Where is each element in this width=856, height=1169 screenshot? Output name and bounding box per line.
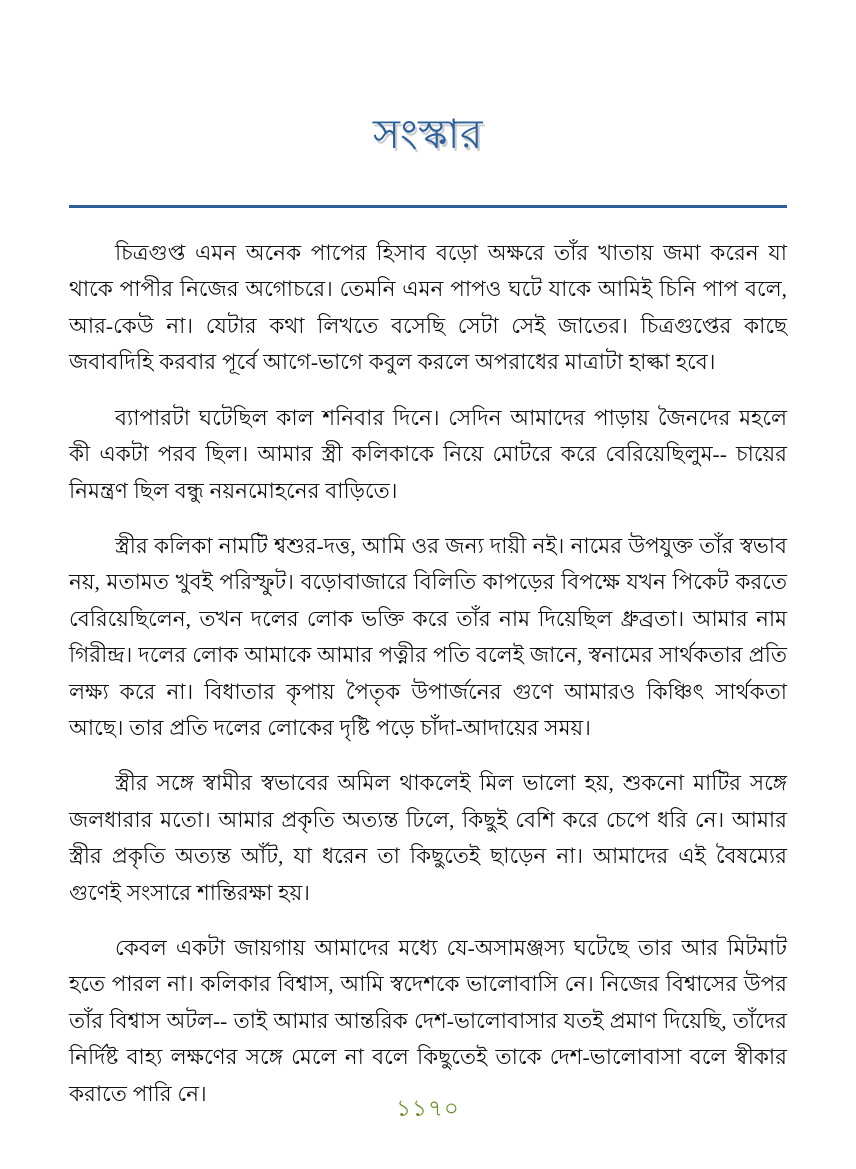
- paragraph: ব্যাপারটা ঘটেছিল কাল শনিবার দিনে। সেদিন আমাদের পাড়ায় জৈনদের মহলে কী একটা পরব ছিল। আমার স্ত্রী কলিকাকে নিয়ে মোটরে করে বেরিয়েছিলুম-- চায়ের নিমন্ত্রণ ছিল বন্ধু নয়নমোহনের বাড়িতে।: [69, 405, 787, 503]
- body-text: [69, 208, 787, 1112]
- page-footer: [0, 1097, 856, 1121]
- paragraph: স্ত্রীর সঙ্গে স্বামীর স্বভাবের অমিল থাকলেই মিল ভালো হয়, শুকনো মাটির সঙ্গে জলধারার মতো। আমার প্রকৃতি অত্যন্ত ঢিলে, কিছুই বেশি করে চেপে ধরি নে। আমার স্ত্রীর প্রকৃতি অত্যন্ত আঁট, যা ধরেন তা কিছুতেই ছাড়েন না। আমাদের এই বৈষম্যের গুণেই সংসারে শান্তিরক্ষা হয়।: [69, 771, 787, 905]
- page-title: সংস্কার: [372, 111, 484, 158]
- title-block: [0, 0, 856, 186]
- paragraph: চিত্রগুপ্ত এমন অনেক পাপের হিসাব বড়ো অক্ষরে তাঁর খাতায় জমা করেন যা থাকে পাপীর নিজের অগোচরে। তেমনি এমন পাপও ঘটে যাকে আমিই চিনি পাপ বলে, আর-কেউ না। যেটার কথা লিখতে বসেছি সেটা সেই জাতের। চিত্রগুপ্তের কাছে জবাবদিহি করবার পূর্বে আগে-ভাগে কবুল করলে অপরাধের মাত্রাটা হাল্কা হবে।: [69, 241, 787, 375]
- paragraph: স্ত্রীর কলিকা নামটি শ্বশুর-দত্ত, আমি ওর জন্য দায়ী নই। নামের উপযুক্ত তাঁর স্বভাব নয়, মতামত খুবই পরিস্ফুট। বড়োবাজারে বিলিতি কাপড়ের বিপক্ষে যখন পিকেট করতে বেরিয়েছিলেন, তখন দলের লোক ভক্তি করে তাঁর নাম দিয়েছিল ধ্রুব্রতা। আমার নাম গিরীন্দ্র। দলের লোক আমাকে আমার পত্নীর পতি বলেই জানে, স্বনামের সার্থকতার প্রতি লক্ষ্য করে না। বিধাতার কৃপায় পৈতৃক উপার্জনের গুণে আমারও কিঞ্চিৎ সার্থকতা আছে। তার প্রতি দলের লোকের দৃষ্টি পড়ে চাঁদা-আদায়ের সময়।: [69, 533, 787, 740]
- page-number: ১১৭০: [396, 1096, 460, 1121]
- paragraph: কেবল একটা জায়গায় আমাদের মধ্যে যে-অসামঞ্জস্য ঘটেছে তার আর মিটমাট হতে পারল না। কলিকার বিশ্বাস, আমি স্বদেশকে ভালোবাসি নে। নিজের বিশ্বাসের উপর তাঁর বিশ্বাস অটল-- তাই আমার আন্তরিক দেশ-ভালোবাসার যতই প্রমাণ দিয়েছি, তাঁদের নির্দিষ্ট বাহ্য লক্ষণের সঙ্গে মেলে না বলে কিছুতেই তাকে দেশ-ভালোবাসা বলে স্বীকার করাতে পারি নে।: [69, 935, 787, 1106]
